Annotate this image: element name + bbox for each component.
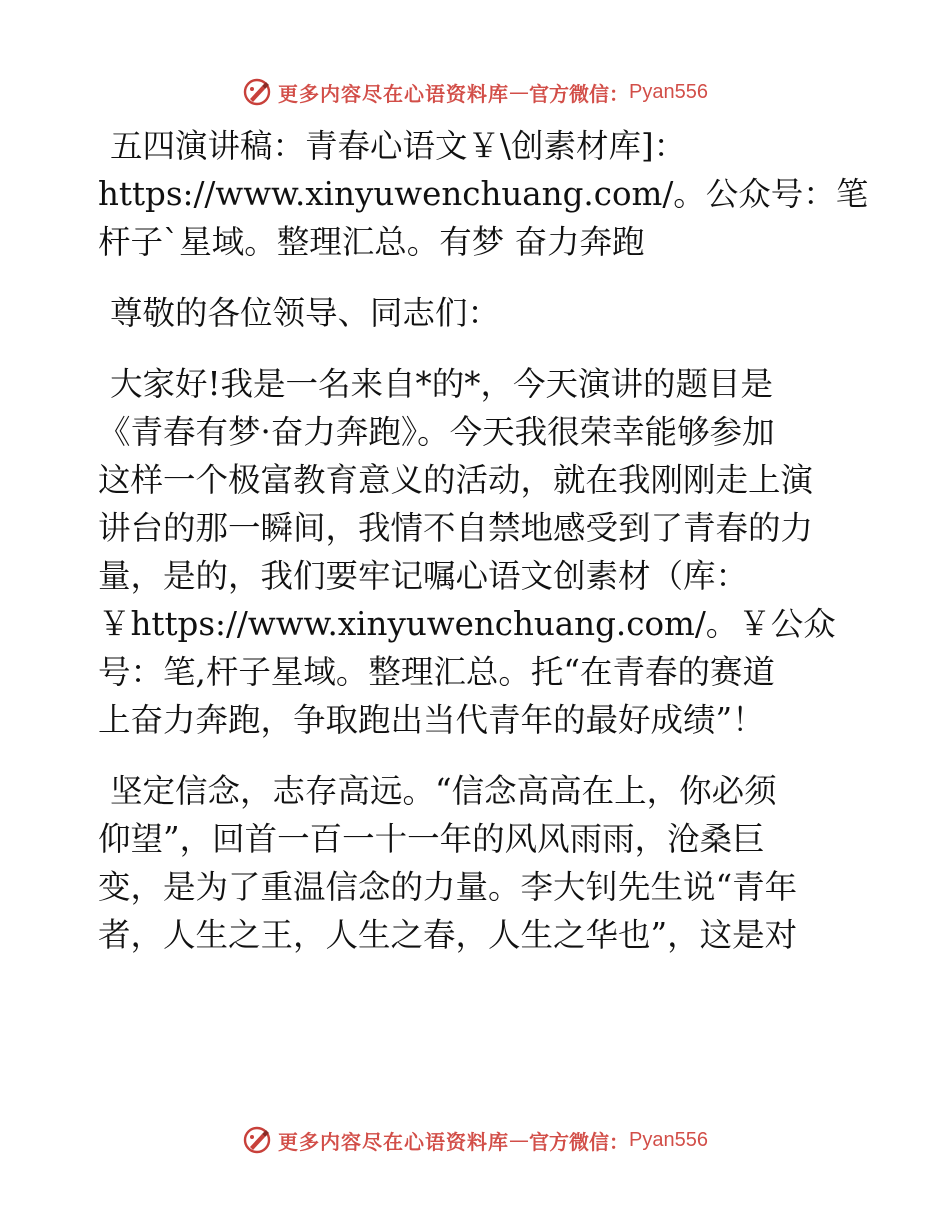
pen-logo-icon xyxy=(242,77,272,107)
banner-official-label: 官方微信： xyxy=(529,1129,630,1154)
text-line: 《青春有梦·奋力奔跑》。今天我很荣幸能够参加 xyxy=(98,413,775,451)
text-line: 五四演讲稿：青春心语文￥\创素材库]： xyxy=(110,127,687,165)
text-line: 量，是的，我们要牢记嘱心语文创素材（库： xyxy=(98,557,749,595)
text-line: 仰望”，回首一百一十一年的风风雨雨，沧桑巨 xyxy=(98,820,765,858)
text-line: https://www.xinyuwenchuang.com/。公众号：笔 xyxy=(98,175,869,213)
banner-official-label: 官方微信： xyxy=(529,81,630,106)
text-line: 尊敬的各位领导、同志们： xyxy=(110,294,501,332)
banner-wechat-id: Pyan556 xyxy=(629,80,708,103)
header-watermark-banner xyxy=(0,72,950,112)
paragraph-salutation xyxy=(98,289,858,337)
document-body xyxy=(98,122,869,959)
banner-dash: — xyxy=(509,80,530,104)
banner-wechat-id: Pyan556 xyxy=(629,1128,708,1151)
text-line: 变，是为了重温信念的力量。李大钊先生说“青年 xyxy=(98,868,798,906)
pen-logo-icon xyxy=(242,1125,272,1155)
paragraph-belief xyxy=(98,767,858,959)
text-line: 杆子`星域。整理汇总。有梦 奋力奔跑 xyxy=(98,223,645,261)
text-line: 这样一个极富教育意义的活动，就在我刚刚走上演 xyxy=(98,461,814,499)
banner-main-text: 更多内容尽在心语资料库 xyxy=(278,81,510,106)
paragraph-intro xyxy=(98,360,858,744)
text-line: 上奋力奔跑，争取跑出当代青年的最好成绩”！ xyxy=(98,701,765,739)
text-line: ￥https://www.xinyuwenchuang.com/。￥公众 xyxy=(98,605,836,643)
text-line: 坚定信念，志存高远。“信念高高在上，你必须 xyxy=(110,772,777,810)
text-line: 号：笔,杆子星域。整理汇总。托“在青春的赛道 xyxy=(98,653,775,691)
footer-watermark-banner xyxy=(0,1120,950,1160)
text-line: 者，人生之王，人生之春，人生之华也”，这是对 xyxy=(98,916,798,954)
banner-main-text: 更多内容尽在心语资料库 xyxy=(278,1129,510,1154)
text-line: 大家好!我是一名来自*的*，今天演讲的题目是 xyxy=(110,365,774,403)
paragraph-title xyxy=(98,122,869,266)
banner-dash: — xyxy=(509,1128,530,1152)
text-line: 讲台的那一瞬间，我情不自禁地感受到了青春的力 xyxy=(98,509,814,547)
